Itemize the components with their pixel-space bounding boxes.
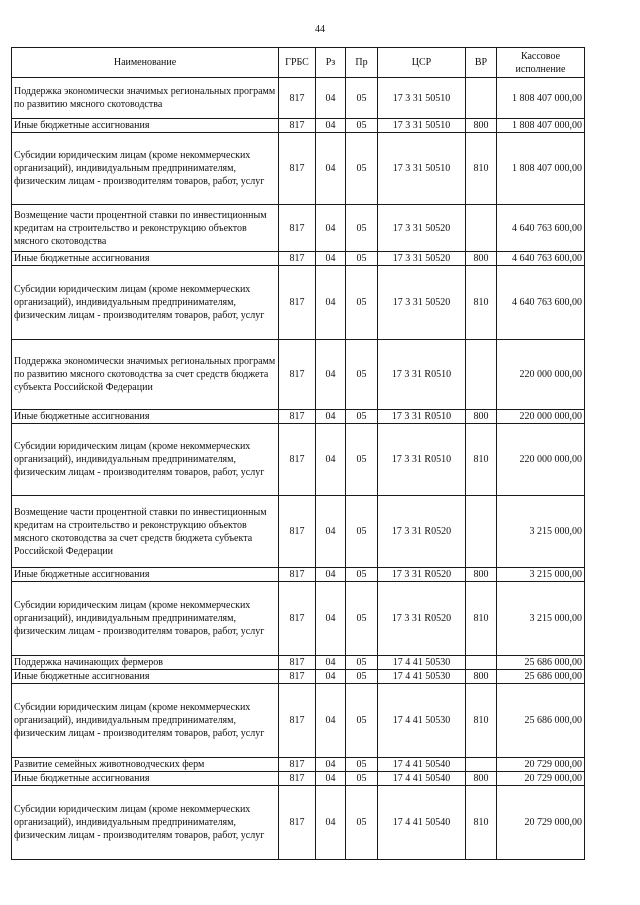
row-name: Иные бюджетные ассигнования (12, 410, 279, 424)
row-sum: 1 808 407 000,00 (497, 119, 585, 133)
table-row (12, 568, 585, 582)
row-grbs: 817 (279, 133, 316, 205)
row-pr: 05 (346, 266, 378, 340)
row-grbs: 817 (279, 252, 316, 266)
row-vr: 800 (466, 252, 497, 266)
row-name: Иные бюджетные ассигнования (12, 119, 279, 133)
header-csr: ЦСР (378, 48, 466, 78)
budget-execution-table (11, 47, 585, 860)
row-csr: 17 4 41 50530 (378, 670, 466, 684)
page-number: 44 (315, 24, 325, 35)
row-grbs: 817 (279, 119, 316, 133)
row-rz: 04 (316, 772, 346, 786)
row-name: Иные бюджетные ассигнования (12, 670, 279, 684)
header-name: Наименование (12, 48, 279, 78)
row-vr: 800 (466, 568, 497, 582)
table-row (12, 340, 585, 410)
row-pr: 05 (346, 496, 378, 568)
row-sum: 220 000 000,00 (497, 340, 585, 410)
header-vr: ВР (466, 48, 497, 78)
row-name: Поддержка экономически значимых региональных программ по развитию мясного скотоводства (12, 78, 279, 119)
row-rz: 04 (316, 78, 346, 119)
row-grbs: 817 (279, 496, 316, 568)
row-vr (466, 340, 497, 410)
row-csr: 17 3 31 50510 (378, 78, 466, 119)
row-name: Субсидии юридическим лицам (кроме некоммерческих организаций), индивидуальным предпринимателям, физическим лицам - производителям товаров, работ, услуг (12, 582, 279, 656)
table-row (12, 78, 585, 119)
header-sum: Кассовое исполнение (497, 48, 585, 78)
row-vr: 800 (466, 670, 497, 684)
row-csr: 17 4 41 50540 (378, 758, 466, 772)
row-name: Субсидии юридическим лицам (кроме некоммерческих организаций), индивидуальным предпринимателям, физическим лицам - производителям товаров, работ, услуг (12, 684, 279, 758)
row-grbs: 817 (279, 758, 316, 772)
row-vr (466, 496, 497, 568)
row-name: Возмещение части процентной ставки по инвестиционным кредитам на строительство и реконструкцию объектов мясного скотоводства (12, 205, 279, 252)
table-row (12, 410, 585, 424)
row-sum: 4 640 763 600,00 (497, 266, 585, 340)
table-row (12, 424, 585, 496)
row-sum: 4 640 763 600,00 (497, 252, 585, 266)
row-grbs: 817 (279, 656, 316, 670)
row-pr: 05 (346, 205, 378, 252)
row-grbs: 817 (279, 670, 316, 684)
row-grbs: 817 (279, 78, 316, 119)
row-pr: 05 (346, 568, 378, 582)
row-sum: 20 729 000,00 (497, 786, 585, 860)
row-csr: 17 3 31 R0520 (378, 582, 466, 656)
row-name: Возмещение части процентной ставки по инвестиционным кредитам на строительство и реконструкцию объектов мясного скотоводства за счет средств бюджета субъекта Российской Федерации (12, 496, 279, 568)
row-pr: 05 (346, 582, 378, 656)
row-rz: 04 (316, 496, 346, 568)
row-rz: 04 (316, 424, 346, 496)
row-sum: 1 808 407 000,00 (497, 133, 585, 205)
table-row (12, 496, 585, 568)
row-vr: 810 (466, 684, 497, 758)
row-name: Иные бюджетные ассигнования (12, 772, 279, 786)
table-row (12, 772, 585, 786)
row-pr: 05 (346, 656, 378, 670)
row-sum: 4 640 763 600,00 (497, 205, 585, 252)
row-grbs: 817 (279, 205, 316, 252)
row-rz: 04 (316, 684, 346, 758)
row-csr: 17 3 31 50520 (378, 252, 466, 266)
row-vr: 800 (466, 772, 497, 786)
table-row (12, 786, 585, 860)
row-csr: 17 4 41 50530 (378, 684, 466, 758)
table-row (12, 133, 585, 205)
row-sum: 220 000 000,00 (497, 424, 585, 496)
row-grbs: 817 (279, 582, 316, 656)
table-row (12, 758, 585, 772)
row-name: Развитие семейных животноводческих ферм (12, 758, 279, 772)
row-rz: 04 (316, 656, 346, 670)
row-grbs: 817 (279, 410, 316, 424)
row-csr: 17 3 31 50520 (378, 205, 466, 252)
row-sum: 25 686 000,00 (497, 684, 585, 758)
row-rz: 04 (316, 133, 346, 205)
row-csr: 17 3 31 R0520 (378, 568, 466, 582)
row-csr: 17 3 31 R0510 (378, 424, 466, 496)
row-csr: 17 3 31 R0510 (378, 340, 466, 410)
table-row (12, 582, 585, 656)
row-pr: 05 (346, 119, 378, 133)
row-vr: 810 (466, 582, 497, 656)
row-grbs: 817 (279, 786, 316, 860)
table-header-row (12, 48, 585, 78)
row-csr: 17 3 31 50510 (378, 119, 466, 133)
header-grbs: ГРБС (279, 48, 316, 78)
row-pr: 05 (346, 758, 378, 772)
row-name: Субсидии юридическим лицам (кроме некоммерческих организаций), индивидуальным предпринимателям, физическим лицам - производителям товаров, работ, услуг (12, 266, 279, 340)
row-name: Иные бюджетные ассигнования (12, 252, 279, 266)
row-sum: 20 729 000,00 (497, 772, 585, 786)
row-rz: 04 (316, 758, 346, 772)
row-rz: 04 (316, 205, 346, 252)
row-rz: 04 (316, 340, 346, 410)
row-sum: 3 215 000,00 (497, 582, 585, 656)
row-grbs: 817 (279, 424, 316, 496)
row-rz: 04 (316, 786, 346, 860)
table-row (12, 684, 585, 758)
row-vr (466, 656, 497, 670)
row-sum: 20 729 000,00 (497, 758, 585, 772)
header-pr: Пр (346, 48, 378, 78)
row-csr: 17 3 31 R0510 (378, 410, 466, 424)
row-rz: 04 (316, 266, 346, 340)
table-row (12, 656, 585, 670)
row-rz: 04 (316, 119, 346, 133)
table-row (12, 119, 585, 133)
table-row (12, 670, 585, 684)
row-grbs: 817 (279, 772, 316, 786)
row-rz: 04 (316, 410, 346, 424)
row-name: Субсидии юридическим лицам (кроме некоммерческих организаций), индивидуальным предпринимателям, физическим лицам - производителям товаров, работ, услуг (12, 133, 279, 205)
row-grbs: 817 (279, 568, 316, 582)
row-name: Иные бюджетные ассигнования (12, 568, 279, 582)
row-sum: 3 215 000,00 (497, 568, 585, 582)
row-vr (466, 205, 497, 252)
row-rz: 04 (316, 252, 346, 266)
row-sum: 25 686 000,00 (497, 656, 585, 670)
row-vr: 800 (466, 119, 497, 133)
row-pr: 05 (346, 133, 378, 205)
row-sum: 25 686 000,00 (497, 670, 585, 684)
row-sum: 220 000 000,00 (497, 410, 585, 424)
row-csr: 17 4 41 50530 (378, 656, 466, 670)
row-vr: 810 (466, 266, 497, 340)
row-grbs: 817 (279, 266, 316, 340)
table-row (12, 252, 585, 266)
row-sum: 3 215 000,00 (497, 496, 585, 568)
table-row (12, 266, 585, 340)
header-rz: Рз (316, 48, 346, 78)
row-vr: 810 (466, 424, 497, 496)
row-pr: 05 (346, 786, 378, 860)
row-csr: 17 4 41 50540 (378, 786, 466, 860)
row-name: Поддержка экономически значимых региональных программ по развитию мясного скотоводства за счет средств бюджета субъекта Российской Федерации (12, 340, 279, 410)
row-csr: 17 3 31 50510 (378, 133, 466, 205)
row-vr: 810 (466, 133, 497, 205)
row-grbs: 817 (279, 684, 316, 758)
row-csr: 17 3 31 R0520 (378, 496, 466, 568)
table-row (12, 205, 585, 252)
row-grbs: 817 (279, 340, 316, 410)
row-vr (466, 78, 497, 119)
row-vr: 810 (466, 786, 497, 860)
row-sum: 1 808 407 000,00 (497, 78, 585, 119)
row-vr (466, 758, 497, 772)
row-csr: 17 4 41 50540 (378, 772, 466, 786)
row-rz: 04 (316, 568, 346, 582)
row-vr: 800 (466, 410, 497, 424)
row-pr: 05 (346, 670, 378, 684)
row-pr: 05 (346, 78, 378, 119)
row-rz: 04 (316, 670, 346, 684)
row-name: Субсидии юридическим лицам (кроме некоммерческих организаций), индивидуальным предпринимателям, физическим лицам - производителям товаров, работ, услуг (12, 786, 279, 860)
row-name: Поддержка начинающих фермеров (12, 656, 279, 670)
row-pr: 05 (346, 424, 378, 496)
row-pr: 05 (346, 252, 378, 266)
row-csr: 17 3 31 50520 (378, 266, 466, 340)
row-pr: 05 (346, 684, 378, 758)
row-pr: 05 (346, 410, 378, 424)
row-name: Субсидии юридическим лицам (кроме некоммерческих организаций), индивидуальным предпринимателям, физическим лицам - производителям товаров, работ, услуг (12, 424, 279, 496)
row-rz: 04 (316, 582, 346, 656)
row-pr: 05 (346, 340, 378, 410)
row-pr: 05 (346, 772, 378, 786)
